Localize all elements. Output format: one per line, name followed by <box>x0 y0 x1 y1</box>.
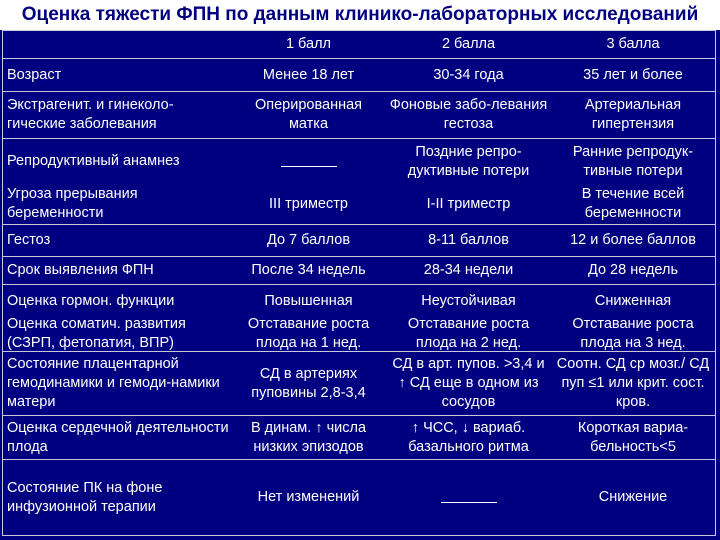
cell-somatic-1: Отставание роста плода на 1 нед. <box>247 317 370 351</box>
cell-infusion-1: Нет изменений <box>231 459 386 535</box>
row-label-hormone: Оценка гормон. функции <box>3 284 231 317</box>
cell-reproductive-2: Поздние репро-дуктивные потери <box>386 138 551 184</box>
cell-placental-1: СД в артериях пуповины 2,8-3,4 <box>231 351 386 415</box>
cell-reproductive-3: Ранние репродук-тивные потери <box>551 138 715 184</box>
cell-term-3: До 28 недель <box>551 256 715 284</box>
cell-somatic-3: Отставание роста плода на 3 нед. <box>572 317 694 351</box>
cell-hormone-3: Сниженная <box>551 284 715 317</box>
row-label-reproductive: Репродуктивный анамнез <box>3 138 231 184</box>
row-label-cardiac: Оценка сердечной деятельности плода <box>3 415 231 459</box>
cell-term-2: 28-34 недели <box>386 256 551 284</box>
header-cell-1-ball: 1 балл <box>285 36 332 52</box>
row-label-term: Срок выявления ФПН <box>3 256 231 284</box>
cell-gestosis-2: 8-11 баллов <box>386 224 551 256</box>
cell-threat-3: В течение всей беременности <box>581 186 685 221</box>
cell-hormone-1: Повышенная <box>231 284 386 317</box>
row-label-gestosis: Гестоз <box>3 224 231 256</box>
header-cell-3-balla: 3 балла <box>606 36 660 52</box>
cell-infusion-2 <box>386 459 551 535</box>
row-label-threat: Угроза прерывания беременности <box>7 186 138 221</box>
cell-placental-3: Соотн. СД ср мозг./ СД пуп ≤1 или крит. сост. кров. <box>551 351 715 415</box>
empty-dash <box>281 156 337 167</box>
cell-threat-2: I-II триместр <box>426 195 511 212</box>
cell-somatic-2: Отставание роста плода на 2 нед. <box>407 317 530 351</box>
row-label-placental: Состояние плацентарной гемодинамики и гемоди-намики матери <box>3 351 231 415</box>
assessment-table <box>2 30 716 536</box>
cell-gestosis-1: До 7 баллов <box>231 224 386 256</box>
row-label-age: Возраст <box>3 58 231 91</box>
cell-extragenital-3: Артериальная гипертензия <box>551 91 715 138</box>
cell-cardiac-1: В динам. ↑ числа низких эпизодов <box>231 415 386 459</box>
cell-placental-2: СД в арт. пупов. >3,4 и ↑ СД еще в одном из сосудов <box>386 351 551 415</box>
cell-age-1: Менее 18 лет <box>231 58 386 91</box>
cell-cardiac-3: Короткая вариа-бельность<5 <box>551 415 715 459</box>
cell-infusion-3: Снижение <box>551 459 715 535</box>
cell-reproductive-1 <box>231 138 386 184</box>
cell-cardiac-2: ↑ ЧСС, ↓ вариаб. базального ритма <box>386 415 551 459</box>
cell-extragenital-2: Фоновые забо-левания гестоза <box>386 91 551 138</box>
row-label-somatic: Оценка соматич. развития (СЗРП, фетопатия, ВПР) <box>7 317 186 351</box>
cell-term-1: После 34 недель <box>231 256 386 284</box>
cell-threat-1: III триместр <box>269 195 348 212</box>
cell-extragenital-1: Оперированная матка <box>231 91 386 138</box>
page-title: Оценка тяжести ФПН по данным клинико-лабораторных исследований <box>0 0 720 30</box>
cell-hormone-2: Неустойчивая <box>386 284 551 317</box>
empty-dash <box>441 492 497 503</box>
header-cell-2-balla: 2 балла <box>441 36 496 52</box>
cell-age-3: 35 лет и более <box>551 58 715 91</box>
row-label-extragenital: Экстрагенит. и гинеколо-гические заболевания <box>3 91 231 138</box>
row-label-infusion: Состояние ПК на фоне инфузионной терапии <box>3 459 231 535</box>
cell-age-2: 30-34 года <box>386 58 551 91</box>
header-cell-criteria <box>3 31 231 58</box>
cell-gestosis-3: 12 и более баллов <box>551 224 715 256</box>
